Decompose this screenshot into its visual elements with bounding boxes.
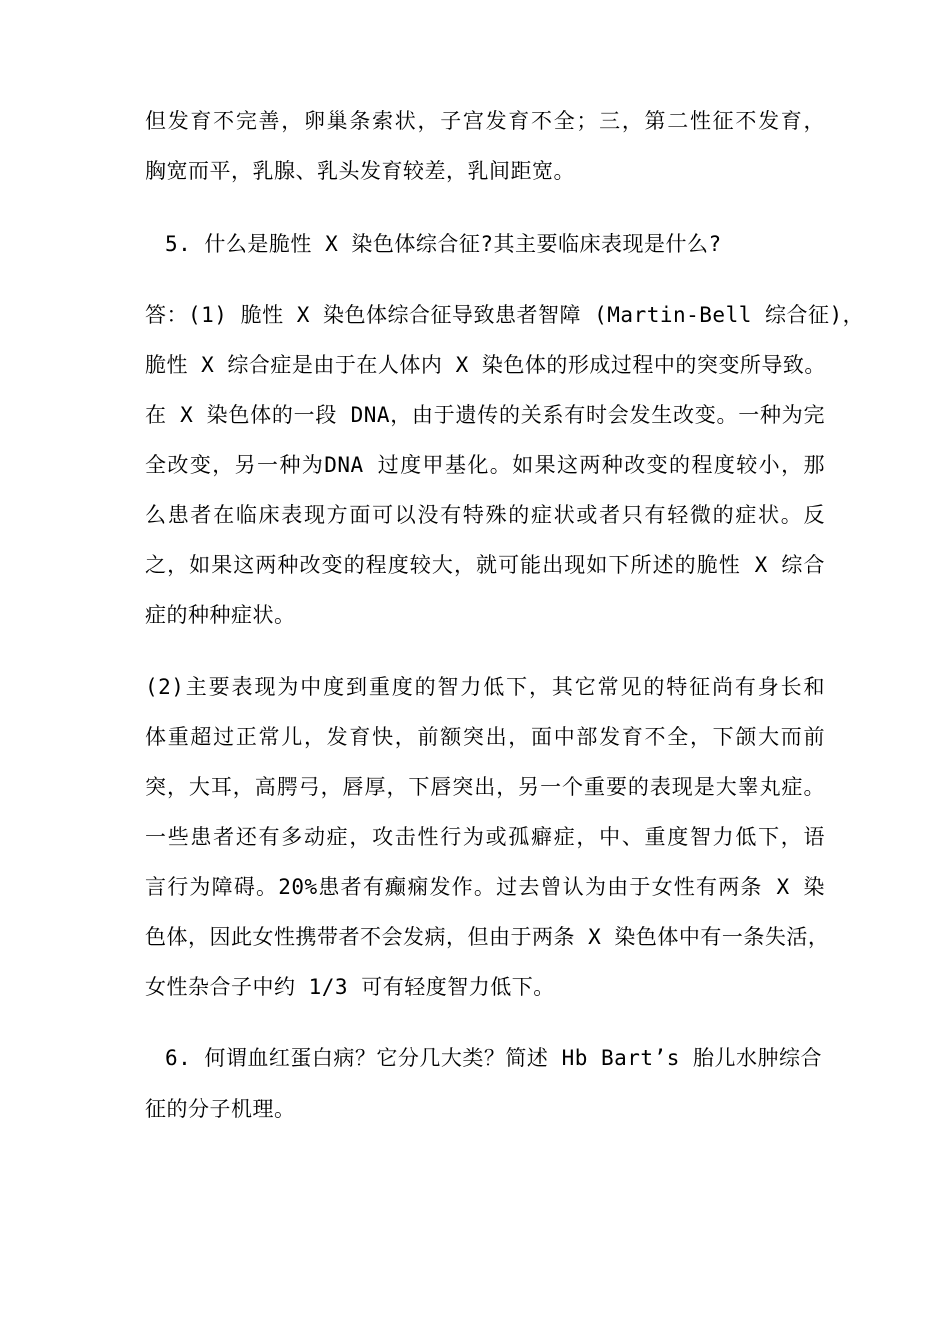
answer5-part1-line-5: 么患者在临床表现方面可以没有特殊的症状或者只有轻微的症状。反 (145, 503, 825, 527)
answer5-part1-line-1: 答：(1) 脆性 X 染色体综合征导致患者智障 (Martin-Bell 综合征)， (145, 303, 865, 327)
answer5-part2-line-7: 女性杂合子中约 1/3 可有轻度智力低下。 (145, 975, 555, 999)
answer5-part2-line-2: 体重超过正常儿，发育快，前额突出，面中部发育不全，下颌大而前 (145, 725, 825, 749)
answer5-part2-line-4: 一些患者还有多动症，攻击性行为或孤癖症，中、重度智力低下，语 (145, 825, 825, 849)
answer5-part2-line-1: (2)主要表现为中度到重度的智力低下，其它常见的特征尚有身长和 (145, 675, 825, 699)
intro-line-1: 但发育不完善，卵巢条索状，子宫发育不全；三，第二性征不发育， (145, 109, 825, 133)
question-5-heading: 5. 什么是脆性 X 染色体综合征?其主要临床表现是什么? (165, 232, 722, 256)
answer5-part1-line-4: 全改变，另一种为DNA 过度甲基化。如果这两种改变的程度较小，那 (145, 453, 825, 477)
question-6-heading-line-1: 6. 何谓血红蛋白病？它分几大类？简述 Hb Bart’s 胎儿水肿综合 (165, 1046, 823, 1070)
answer5-part1-line-2: 脆性 X 综合症是由于在人体内 X 染色体的形成过程中的突变所导致。 (145, 353, 826, 377)
intro-line-2: 胸宽而平，乳腺、乳头发育较差，乳间距宽。 (145, 159, 575, 183)
question-6-heading-line-2: 征的分子机理。 (145, 1097, 296, 1121)
answer5-part1-line-3: 在 X 染色体的一段 DNA，由于遗传的关系有时会发生改变。一种为完 (145, 403, 825, 427)
answer5-part1-line-6: 之，如果这两种改变的程度较大，就可能出现如下所述的脆性 X 综合 (145, 553, 825, 577)
answer5-part2-line-6: 色体，因此女性携带者不会发病，但由于两条 X 染色体中有一条失活， (145, 925, 830, 949)
answer5-part1-line-7: 症的种种症状。 (145, 603, 296, 627)
answer5-part2-line-5: 言行为障碍。20%患者有癫痫发作。过去曾认为由于女性有两条 X 染 (145, 875, 825, 899)
answer5-part2-line-3: 突，大耳，高腭弓，唇厚，下唇突出，另一个重要的表现是大睾丸症。 (145, 775, 825, 799)
